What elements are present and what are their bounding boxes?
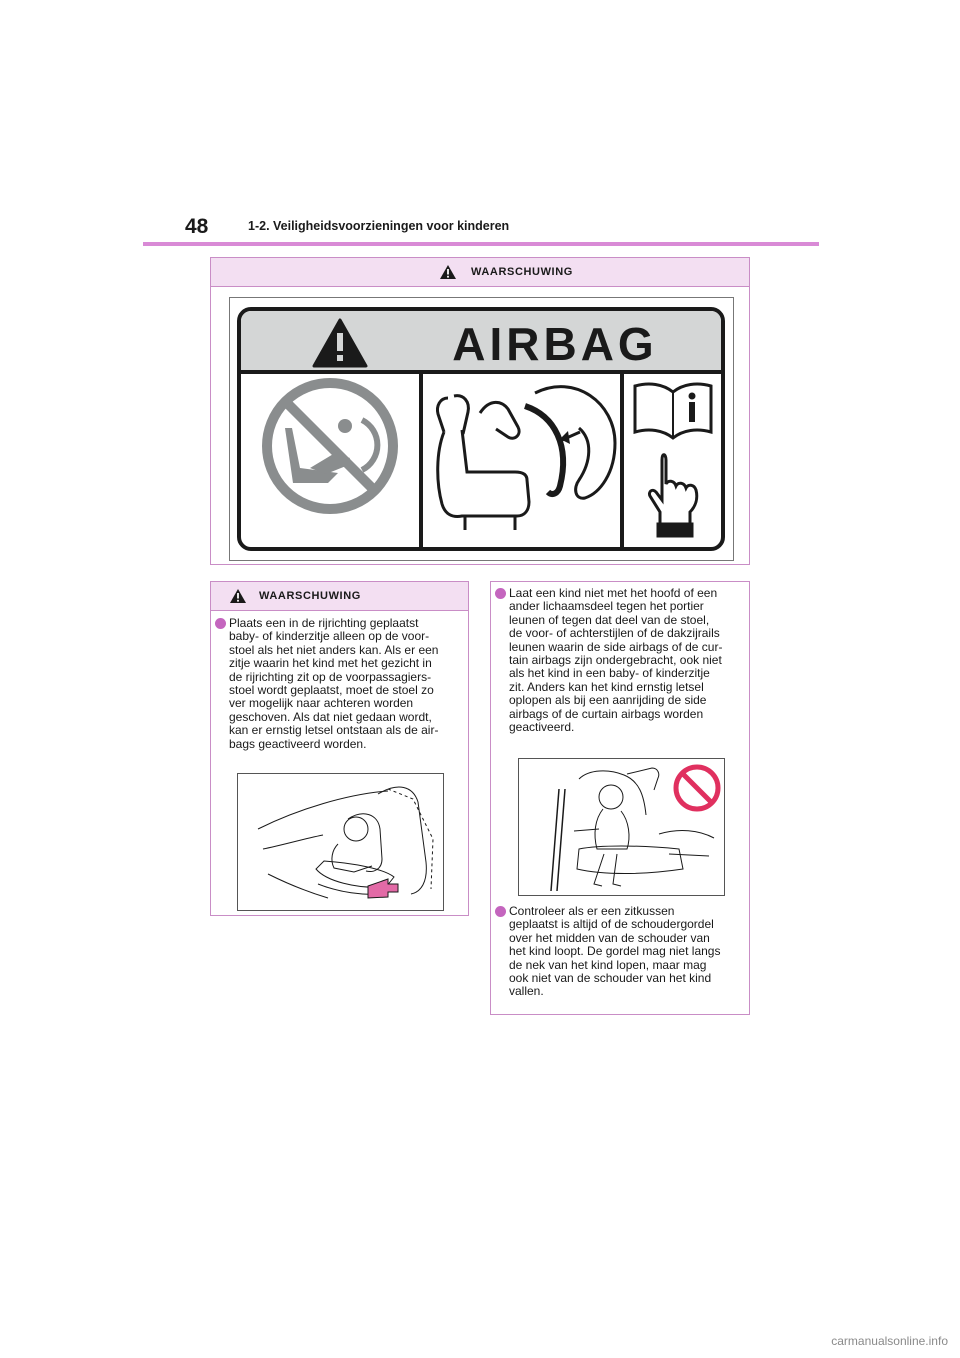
warning-title: WAARSCHUWING	[259, 590, 361, 602]
warning-title: WAARSCHUWING	[471, 266, 573, 278]
bullet-icon	[495, 588, 506, 599]
bullet-icon	[495, 906, 506, 917]
warning-header	[211, 582, 468, 611]
bullet-icon	[215, 618, 226, 629]
bullet-text: Controleer als er een zitkussen geplaatst is altijd of de schoudergordel over het midden van de schouder van het kind loopt. De gordel mag niet langs de nek van het kind lopen, maar mag ook niet van de schouder van het kind vallen.	[509, 904, 721, 999]
airbag-warning-box	[210, 257, 750, 565]
book-info-icon	[635, 384, 711, 438]
warning-triangle-icon	[439, 264, 457, 280]
section-title: 1-2. Veiligheidsvoorzieningen voor kinderen	[248, 219, 510, 233]
watermark: carmanualsonline.info	[831, 1334, 948, 1348]
warning-triangle-icon	[229, 588, 247, 604]
airbag-word: AIRBAG	[452, 318, 658, 370]
list-item	[495, 905, 747, 999]
bullet-text: Laat een kind niet met het hoofd of een ander lichaamsdeel tegen het portier leunen of tegen dat deel van de stoel, de voor- of achterstijlen of de dakzijrails leunen waarin de side airbags of de cur- tain airbags zijn ondergebracht, ook niet als het kind in een baby- of kinderzitje zit. Anders kan het kind ernstig letsel oplopen als bij een aanrijding de side airbags of de curtain airbags worden geactiveerd.	[509, 586, 723, 735]
list-item	[215, 617, 465, 751]
airbag-label-illustration	[229, 297, 734, 561]
booster-seat-illustration	[518, 758, 725, 896]
page-number: 48	[185, 215, 209, 238]
header-rule	[143, 242, 819, 246]
front-seat-warning-box	[210, 581, 469, 916]
side-airbag-warning-box	[490, 581, 750, 1015]
child-seat-illustration	[237, 773, 444, 911]
bullet-text: Plaats een in de rijrichting geplaatst baby- of kinderzitje alleen op de voor- stoel als het niet anders kan. Als er een zitje waarin het kind met het gezicht in de rijrichting zit op de voorpassagiers- stoel wordt geplaatst, moet de stoel zo ver mogelijk naar achteren worden geschoven. Als dat niet gedaan wordt, kan er ernstig letsel ontstaan als de air- bags geactiveerd worden.	[229, 616, 439, 751]
push-arrow-icon	[368, 879, 398, 898]
list-item	[495, 587, 747, 734]
warning-header	[211, 258, 749, 287]
